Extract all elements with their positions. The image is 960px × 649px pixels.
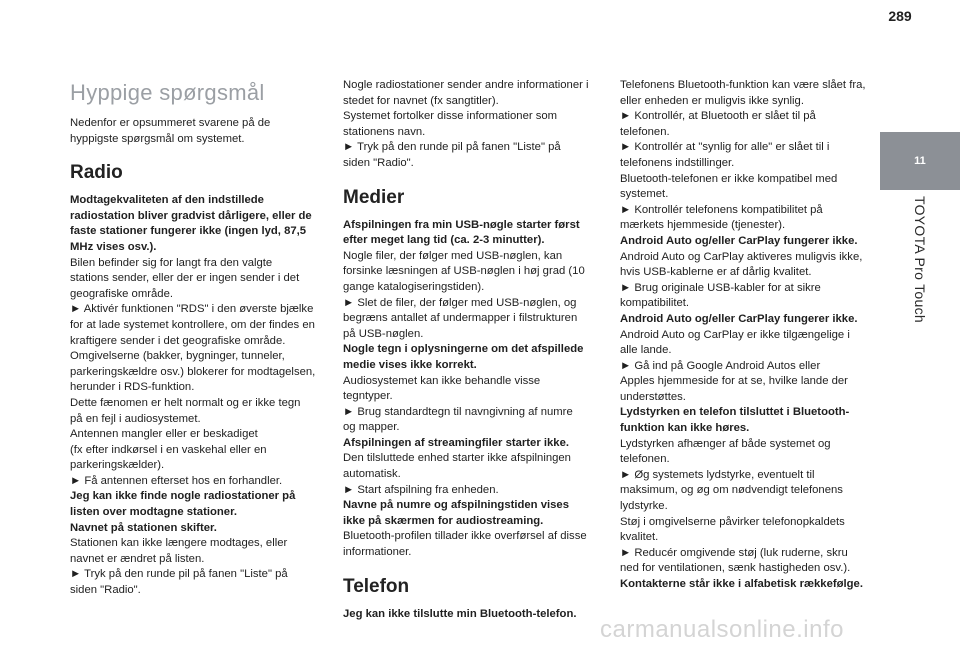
faq-answer-line: Nogle filer, der følger med USB-nøglen, kan xyxy=(343,249,563,262)
page-title: Hyppige spørgsmål xyxy=(70,80,265,105)
faq-answer-line: Apples hjemmeside for at se, hvilke lande der xyxy=(620,375,848,388)
page-number: 289 xyxy=(888,8,912,24)
faq-answer-line: Dette fænomen er helt normalt og er ikke tegn xyxy=(70,396,301,409)
faq-answer-line: siden "Radio". xyxy=(343,156,414,169)
faq-answer-line: tegntyper. xyxy=(343,390,393,403)
intro-line: hyppigste spørgsmål om systemet. xyxy=(70,132,245,145)
faq-answer-line: Støj i omgivelserne påvirker telefonopkaldets xyxy=(620,515,845,528)
faq-answer-line: hvis USB-kablerne er af dårlig kvalitet. xyxy=(620,266,812,279)
faq-question-line: listen over modtagne stationer. xyxy=(70,506,237,519)
faq-question-line: Navne på numre og afspilningstiden vises xyxy=(343,499,569,512)
phone-faq xyxy=(343,607,605,623)
faq-answer-line: eller enheden er muligvis ikke synlig. xyxy=(620,94,804,107)
faq-question-line: efter meget lang tid (ca. 2-3 minutter). xyxy=(343,234,545,247)
faq-answer-line: systemet. xyxy=(620,188,669,201)
faq-answer-line: Android Auto og CarPlay aktiveres muligvis ikke, xyxy=(620,250,863,263)
faq-answer-line: Systemet fortolker disse informationer som xyxy=(343,110,558,123)
faq-answer-line: geografiske område. xyxy=(70,287,173,300)
section-heading-media: Medier xyxy=(343,186,405,208)
faq-question-line: Nogle tegn i oplysningerne om det afspillede xyxy=(343,343,584,356)
chapter-number: 11 xyxy=(880,132,960,190)
faq-answer-line: kraftigere sender i det geografiske område. xyxy=(70,334,286,347)
faq-answer-line: Den tilsluttede enhed starter ikke afspilningen xyxy=(343,452,571,465)
faq-question-line: ikke på skærmen for audiostreaming. xyxy=(343,514,544,527)
chapter-tab xyxy=(880,132,960,649)
faq-answer-line: og mapper. xyxy=(343,421,400,434)
faq-answer-line: ► Kontrollér telefonens kompatibilitet på xyxy=(620,203,823,216)
faq-answer-line: stationens navn. xyxy=(343,125,426,138)
faq-answer-line: ► Reducér omgivende støj (luk ruderne, skru xyxy=(620,546,848,559)
faq-answer-line: ► Tryk på den runde pil på fanen "Liste" på xyxy=(70,568,288,581)
faq-question-line: Kontakterne står ikke i alfabetisk rækkefølge. xyxy=(620,578,863,590)
faq-question-line: faste stationer fungerer ikke (ingen lyd, 87,5 xyxy=(70,225,307,238)
column-1 xyxy=(70,80,332,599)
faq-answer-line: maksimum, og øg om nødvendigt telefonens xyxy=(620,484,843,497)
faq-answer-line: ► Øg systemets lydstyrke, eventuelt til xyxy=(620,468,815,481)
faq-answer-line: forsinke læsningen af USB-nøglen i høj grad (10 xyxy=(343,265,585,278)
faq-answer-line: lydstyrke. xyxy=(620,500,668,513)
faq-answer-line: ► Aktivér funktionen "RDS" i den øverste bjælke xyxy=(70,303,314,316)
faq-answer-line: Audiosystemet kan ikke behandle visse xyxy=(343,374,541,387)
faq-question-line: radiostation bliver gradvist dårligere, eller de xyxy=(70,209,312,222)
faq-question-line: Modtagekvaliteten af den indstillede xyxy=(70,194,264,207)
faq-answer-line: parkeringskældre osv.) blokerer for modtagelsen, xyxy=(70,365,316,378)
faq-question-line: medie vises ikke korrekt. xyxy=(343,358,477,371)
faq-answer-line: Bilen befinder sig for langt fra den valgte xyxy=(70,256,273,269)
faq-answer-line: Bluetooth-telefonen er ikke kompatibel med xyxy=(620,172,838,185)
faq-answer-line: automatisk. xyxy=(343,468,401,481)
faq-answer-line: ► Få antennen efterset hos en forhandler. xyxy=(70,474,283,487)
faq-answer-line: ► Start afspilning fra enheden. xyxy=(343,483,499,496)
faq-answer-line: ► Gå ind på Google Android Autos eller xyxy=(620,359,821,372)
faq-answer-line: begræns antallet af undermapper i filstrukturen xyxy=(343,312,578,325)
faq-answer-line: stedet for navnet (fx sangtitler). xyxy=(343,94,499,107)
faq-answer-line: kvalitet. xyxy=(620,531,659,544)
media-faq xyxy=(343,218,605,561)
phone-faq-continued xyxy=(620,78,882,593)
faq-question-line: Navnet på stationen skifter. xyxy=(70,521,217,534)
faq-answer-line: siden "Radio". xyxy=(70,584,141,597)
faq-answer-line: Telefonens Bluetooth-funktion kan være slået fra, xyxy=(620,79,866,91)
faq-question-line: Afspilningen af streamingfiler starter ikke. xyxy=(343,436,570,449)
radio-faq xyxy=(70,193,332,598)
faq-answer-line: på USB-nøglen. xyxy=(343,327,424,340)
faq-question-line: Afspilningen fra min USB-nøgle starter først xyxy=(343,218,580,231)
watermark: carmanualsonline.info xyxy=(600,616,844,643)
faq-answer-line: Bluetooth-profilen tillader ikke overførsel af disse xyxy=(343,530,587,543)
faq-answer-line: Omgivelserne (bakker, bygninger, tunneler, xyxy=(70,350,285,363)
faq-answer-line: ► Kontrollér at "synlig for alle" er slået til i xyxy=(620,141,830,154)
faq-answer-line: telefonen. xyxy=(620,125,670,138)
intro-line: Nedenfor er opsummeret svarene på de xyxy=(70,117,271,129)
faq-answer-line: Android Auto og CarPlay er ikke tilgængelige i xyxy=(620,328,850,341)
faq-answer-line: herunder i RDS-funktion. xyxy=(70,381,195,394)
column-3 xyxy=(620,78,882,593)
faq-answer-line: ► Slet de filer, der følger med USB-nøglen, og xyxy=(343,296,577,309)
faq-answer-line: Nogle radiostationer sender andre informationer i xyxy=(343,79,589,91)
faq-answer-line: kompatibilitet. xyxy=(620,297,690,310)
faq-answer-line: ned for ventilationen, sænk hastigheden osv.). xyxy=(620,562,851,575)
column-2 xyxy=(343,78,605,622)
faq-question-line: Lydstyrken en telefon tilsluttet i Bluetooth- xyxy=(620,406,850,419)
faq-answer-line: Antennen mangler eller er beskadiget xyxy=(70,428,258,441)
faq-answer-line: ► Brug standardtegn til navngivning af numre xyxy=(343,405,573,418)
faq-answer-line: informationer. xyxy=(343,546,412,559)
chapter-label: TOYOTA Pro Touch xyxy=(912,196,928,323)
faq-answer-line: ► Tryk på den runde pil på fanen "Liste" på xyxy=(343,141,561,154)
faq-answer-line: parkeringskælder). xyxy=(70,459,165,472)
faq-answer-line: ► Kontrollér, at Bluetooth er slået til på xyxy=(620,110,816,123)
faq-answer-line: mærkets hjemmeside (tjenester). xyxy=(620,219,786,232)
faq-answer-line: alle lande. xyxy=(620,344,672,357)
faq-answer-line: på en fejl i audiosystemet. xyxy=(70,412,201,425)
faq-answer-line: ► Brug originale USB-kabler for at sikre xyxy=(620,281,821,294)
faq-answer-line: understøttes. xyxy=(620,390,686,403)
faq-answer-line: telefonens indstillinger. xyxy=(620,156,735,169)
faq-answer-line: navnet er ændret på listen. xyxy=(70,552,205,565)
faq-answer-line: Stationen kan ikke længere modtages, eller xyxy=(70,537,288,550)
section-heading-radio: Radio xyxy=(70,162,123,184)
faq-answer-line: for at lade systemet kontrollere, om der findes en xyxy=(70,318,315,331)
faq-question-line: Jeg kan ikke finde nogle radiostationer på xyxy=(70,490,296,503)
faq-question-line: funktion kan ikke høres. xyxy=(620,422,750,435)
faq-answer-line: Lydstyrken afhænger af både systemet og xyxy=(620,437,831,450)
faq-answer-line: telefonen. xyxy=(620,453,670,466)
radio-faq-continued xyxy=(343,78,605,172)
faq-question-line: Android Auto og/eller CarPlay fungerer ikke. xyxy=(620,312,858,325)
faq-question-line: Android Auto og/eller CarPlay fungerer ikke. xyxy=(620,234,858,247)
faq-answer-line: stations sender, eller der er ingen sender i det xyxy=(70,272,300,285)
section-heading-phone: Telefon xyxy=(343,575,410,597)
faq-question-line: MHz vises osv.). xyxy=(70,240,157,253)
faq-answer-line: gange katalogiseringstiden). xyxy=(343,280,485,293)
faq-answer-line: (fx efter indkørsel i en vaskehal eller en xyxy=(70,443,267,456)
faq-question-line: Jeg kan ikke tilslutte min Bluetooth-telefon. xyxy=(343,607,577,620)
